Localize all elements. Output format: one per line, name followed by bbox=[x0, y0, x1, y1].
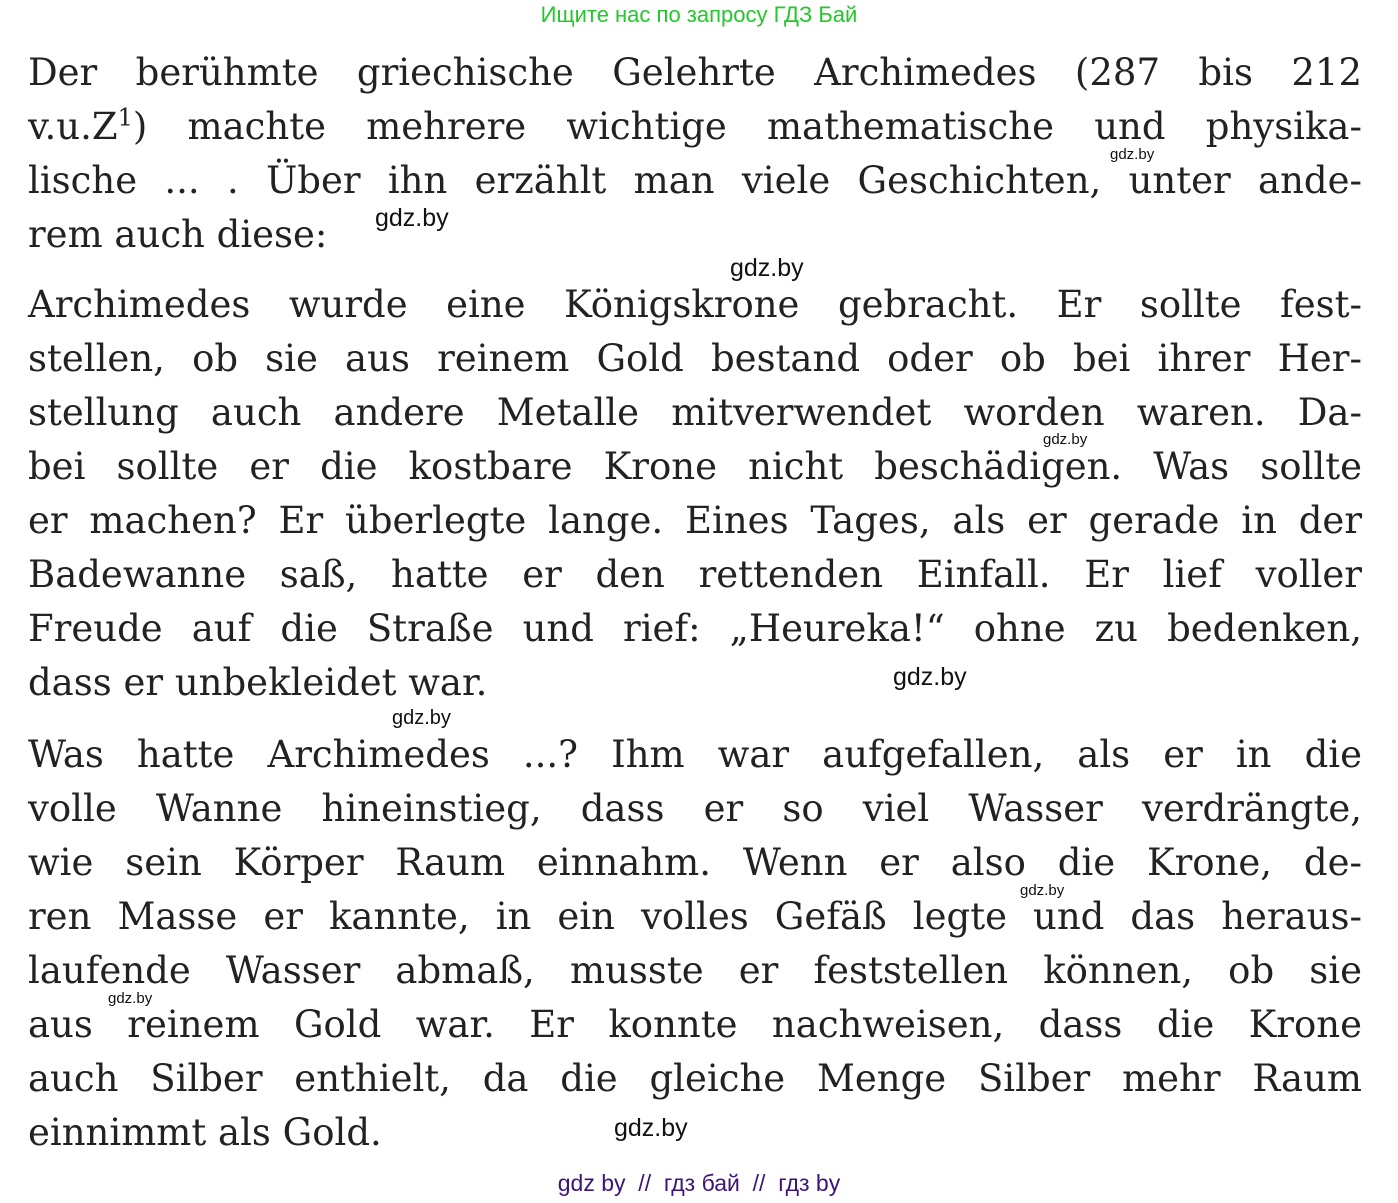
watermark: gdz.by bbox=[730, 254, 804, 282]
text-line: auch Silber enthielt, da die gleiche Menge Silber mehr Raum bbox=[28, 1057, 1362, 1100]
text-fragment: v.u.Z bbox=[28, 105, 118, 148]
text-line: stellung auch andere Metalle mitverwendet worden waren. Da- bbox=[28, 391, 1362, 434]
text-line: Freude auf die Straße und rief: „Heureka!“ ohne zu bedenken, bbox=[28, 607, 1362, 650]
text-line: er machen? Er überlegte lange. Eines Tages, als er gerade in der bbox=[28, 499, 1362, 542]
text-line: lische ... . Über ihn erzählt man viele Geschichten, unter ande- bbox=[28, 159, 1362, 202]
text-line: Was hatte Archimedes ...? Ihm war aufgefallen, als er in die bbox=[28, 733, 1362, 776]
watermark: gdz.by bbox=[614, 1114, 688, 1142]
text-line: Der berühmte griechische Gelehrte Archimedes (287 bis 212 bbox=[28, 51, 1362, 94]
text-line bbox=[28, 100, 1362, 154]
text-line: Badewanne saß, hatte er den rettenden Einfall. Er lief voller bbox=[28, 553, 1362, 596]
watermark: gdz.by bbox=[108, 990, 153, 1007]
text-line: laufende Wasser abmaß, musste er feststellen können, ob sie bbox=[28, 949, 1362, 992]
watermark: gdz.by bbox=[375, 204, 449, 232]
text-line: bei sollte er die kostbare Krone nicht beschädigen. Was sollte bbox=[28, 445, 1362, 488]
search-banner: Ищите нас по запросу ГДЗ Бай bbox=[540, 2, 858, 27]
watermark: gdz.by bbox=[1020, 882, 1065, 899]
text-line: volle Wanne hineinstieg, dass er so viel Wasser verdrängte, bbox=[28, 787, 1362, 830]
text-fragment: ) machte mehrere wichtige mathematische und physika- bbox=[132, 105, 1362, 148]
footnote-ref[interactable]: 1 bbox=[117, 103, 133, 132]
text-line: wie sein Körper Raum einnahm. Wenn er also die Krone, de- bbox=[28, 841, 1362, 884]
footer-links[interactable]: gdz by // гдз бай // гдз by bbox=[557, 1170, 841, 1196]
watermark: gdz.by bbox=[1110, 146, 1155, 163]
watermark: gdz.by bbox=[392, 707, 451, 729]
text-line: stellen, ob sie aus reinem Gold bestand oder ob bei ihrer Her- bbox=[28, 337, 1362, 380]
text-line: ren Masse er kannte, in ein volles Gefäß legte und das heraus- bbox=[28, 895, 1362, 938]
watermark: gdz.by bbox=[893, 663, 967, 691]
text-line: aus reinem Gold war. Er konnte nachweisen, dass die Krone bbox=[28, 1003, 1362, 1046]
text-line: dass er unbekleidet war. bbox=[28, 661, 488, 704]
text-line: rem auch diese: bbox=[28, 213, 328, 256]
watermark: gdz.by bbox=[1043, 431, 1088, 448]
text-line: Archimedes wurde eine Königskrone gebracht. Er sollte fest- bbox=[28, 283, 1362, 326]
text-line: einnimmt als Gold. bbox=[28, 1111, 382, 1154]
